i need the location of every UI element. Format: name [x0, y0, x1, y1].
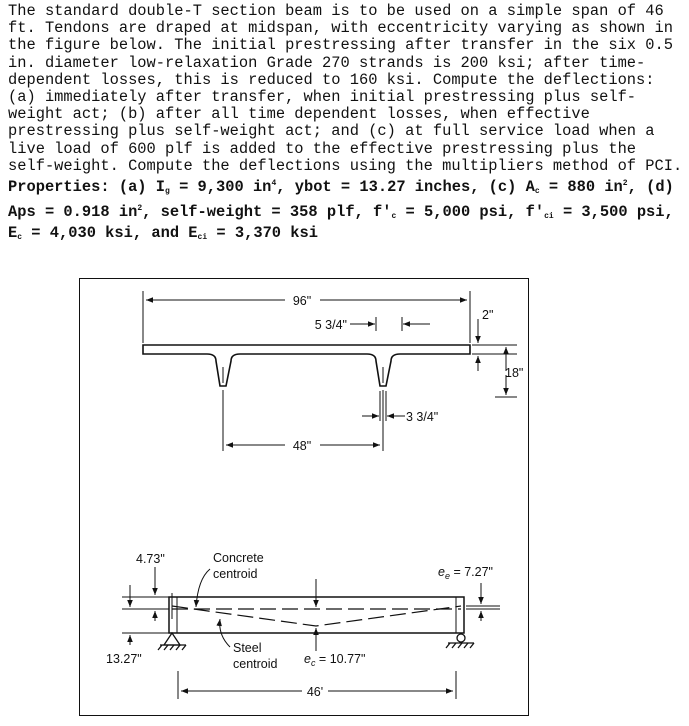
- end-ecc-sub: e: [444, 571, 450, 581]
- problem-statement: The standard double-T section beam is to be used on a simple span of 46 ft. Tendons are draped at midspan, with eccentricity varying as shown in the figure below. The initial prestressing after transfer in the six 0.5 in. diameter low-relaxation Grade 270 strands is 200 ksi; after time-dependent losses, this is reduced to 160 ksi. Compute the deflections: (a) immediately after transfer, when initial prestressing plus self-weight act; (b) after all time dependent losses, when effective prestressing plus self-weight act; and (c) at full service load when a live load of 600 plf is added to the effective prestressing plus the self-weight. Compute the deflections using the multipliers method of PCI.: [8, 2, 683, 175]
- ac-value: = 880 in: [539, 178, 623, 197]
- right-support: [446, 634, 474, 648]
- dim-depth: [472, 319, 517, 397]
- end-ecc-label: [438, 565, 493, 581]
- stem-bottom-width-label: 3 3/4": [406, 410, 439, 424]
- beam-figure-svg: [80, 279, 527, 714]
- dim-stem-top: [350, 317, 430, 331]
- width-96-label: 96": [292, 294, 312, 308]
- bottom-to-centroid-label: 13.27": [106, 652, 142, 666]
- problem-text-block: [8, 3, 686, 247]
- beam-figure: [79, 278, 529, 716]
- stem-depth-label: 18": [505, 366, 524, 380]
- stem-top-width-label: 5 3/4": [314, 318, 347, 332]
- eci-value: = 3,370 ksi: [207, 224, 318, 243]
- concrete-label-1: Concrete: [213, 551, 264, 565]
- end-ecc-e: e: [438, 565, 445, 579]
- span-label: 46': [306, 685, 324, 699]
- ig-sub: g: [165, 187, 170, 197]
- props-lead: Properties: (a) I: [8, 178, 166, 197]
- center-ecc-value: = 10.77": [315, 652, 366, 666]
- flange-outline: [143, 345, 470, 386]
- double-t-section: [143, 345, 470, 386]
- top-to-centroid-label: 4.73": [136, 552, 165, 566]
- ybot-value: , ybot = 13.27 inches, (c) A: [276, 178, 535, 197]
- aps-value: , (d) Aps = 0.918 in: [8, 178, 674, 222]
- self-weight-value: , self-weight = 358 plf, f': [142, 203, 392, 222]
- left-support: [158, 633, 186, 650]
- ec-sub: c: [17, 233, 23, 243]
- fci-sub: ci: [544, 212, 554, 222]
- dim-end-ecc: [466, 583, 500, 621]
- steel-label-2: centroid: [233, 657, 278, 671]
- center-ecc-e: e: [304, 652, 311, 666]
- ig-exp: 4: [271, 179, 277, 189]
- fc-sub: c: [391, 212, 397, 222]
- end-ecc-value: = 7.27": [449, 565, 493, 579]
- stem-spacing-label: 48": [292, 439, 312, 453]
- steel-label-1: Steel: [233, 641, 262, 655]
- ec-value: = 4,030 ksi, and E: [22, 224, 198, 243]
- properties-line: [8, 175, 686, 247]
- aps-exp: 2: [137, 204, 143, 214]
- ac-exp: 2: [622, 179, 628, 189]
- dim-left: [122, 567, 169, 645]
- fci-value: = 3,500 psi, E: [8, 203, 674, 243]
- ac-sub: c: [534, 187, 540, 197]
- ig-value: = 9,300 in: [169, 178, 272, 197]
- eci-sub: ci: [197, 233, 208, 243]
- center-ecc-sub: c: [310, 658, 316, 668]
- fc-value: = 5,000 psi, f': [396, 203, 545, 222]
- flange-thickness-label: 2": [482, 308, 494, 322]
- center-ecc-label: [304, 652, 365, 668]
- concrete-leader: [196, 569, 210, 607]
- concrete-label-2: centroid: [213, 567, 258, 581]
